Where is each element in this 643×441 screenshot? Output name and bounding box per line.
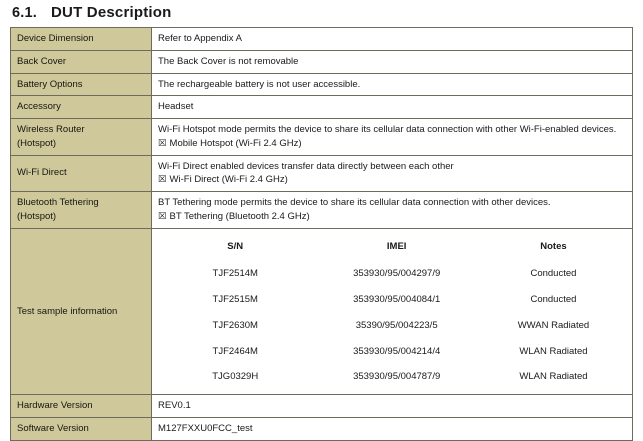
row-label: Wi-Fi Direct	[11, 155, 152, 192]
checkbox-line	[158, 173, 626, 187]
column-header-sn: S/N	[227, 240, 244, 252]
row-label: Software Version	[11, 418, 152, 441]
row-label-line2: (Hotspot)	[17, 210, 57, 222]
test-sample-header-row	[158, 233, 626, 262]
row-value-text: Wi-Fi Direct enabled devices transfer data directly between each other	[158, 160, 454, 172]
cell-imei: 353930/95/004787/9	[353, 371, 441, 383]
table-row	[158, 313, 626, 339]
row-label-line2: (Hotspot)	[17, 137, 57, 149]
checkbox-label: BT Tethering (Bluetooth 2.4 GHz)	[169, 210, 310, 222]
row-label: Device Dimension	[11, 28, 152, 51]
row-value-text: Wi-Fi Hotspot mode permits the device to share its cellular data connection with other Wi-Fi-enabled devices.	[158, 124, 617, 136]
row-label	[11, 119, 152, 156]
cell-notes: WLAN Radiated	[519, 371, 588, 383]
cell-imei: 353930/95/004214/4	[353, 345, 441, 357]
checked-box-icon: ☒	[158, 137, 167, 149]
test-sample-table	[158, 233, 626, 391]
table-row	[158, 364, 626, 390]
row-value: M127FXXU0FCC_test	[152, 418, 633, 441]
table-row	[11, 395, 633, 418]
cell-sn: TJF2515M	[212, 294, 258, 306]
cell-imei: 353930/95/004297/9	[353, 268, 441, 280]
row-label: Hardware Version	[11, 395, 152, 418]
row-label	[11, 192, 152, 229]
checked-box-icon: ☒	[158, 174, 167, 186]
table-row	[11, 119, 633, 156]
row-value	[152, 119, 633, 156]
row-label: Back Cover	[11, 50, 152, 73]
cell-imei: 35390/95/004223/5	[355, 319, 438, 331]
cell-notes: WWAN Radiated	[517, 319, 590, 331]
checkbox-line	[158, 137, 626, 151]
page-title: DUT Description	[51, 4, 172, 21]
dut-description-table	[10, 27, 633, 441]
cell-sn: TJF2464M	[212, 345, 258, 357]
table-row	[11, 73, 633, 96]
row-label: Battery Options	[11, 73, 152, 96]
cell-imei: 353930/95/004084/1	[353, 294, 441, 306]
table-row	[11, 96, 633, 119]
column-header-notes: Notes	[540, 240, 567, 252]
row-label-line1: Bluetooth Tethering	[17, 197, 99, 209]
table-row	[11, 155, 633, 192]
checkbox-line	[158, 210, 626, 224]
table-row	[158, 339, 626, 365]
table-row	[11, 28, 633, 51]
column-header-imei: IMEI	[386, 240, 407, 252]
row-value: Refer to Appendix A	[152, 28, 633, 51]
test-sample-label: Test sample information	[11, 228, 152, 395]
cell-notes: Conducted	[530, 268, 577, 280]
table-row	[158, 287, 626, 313]
cell-sn: TJF2514M	[212, 268, 258, 280]
row-value: The rechargeable battery is not user accessible.	[152, 73, 633, 96]
checkbox-label: Mobile Hotspot (Wi-Fi 2.4 GHz)	[169, 137, 302, 149]
cell-notes: Conducted	[530, 294, 577, 306]
section-heading	[10, 0, 633, 27]
row-value: REV0.1	[152, 395, 633, 418]
checked-box-icon: ☒	[158, 210, 167, 222]
table-row	[11, 418, 633, 441]
row-value: Headset	[152, 96, 633, 119]
table-row	[11, 50, 633, 73]
section-number: 6.1.	[12, 5, 37, 21]
row-label-line1: Wireless Router	[17, 124, 85, 136]
row-value	[152, 192, 633, 229]
table-row	[11, 192, 633, 229]
row-label: Accessory	[11, 96, 152, 119]
table-row	[158, 261, 626, 287]
cell-sn: TJG0329H	[212, 371, 259, 383]
row-value-text: BT Tethering mode permits the device to share its cellular data connection with other devices.	[158, 197, 551, 209]
test-sample-cell	[152, 228, 633, 395]
row-value: The Back Cover is not removable	[152, 50, 633, 73]
checkbox-label: Wi-Fi Direct (Wi-Fi 2.4 GHz)	[169, 174, 288, 186]
cell-sn: TJF2630M	[212, 319, 258, 331]
test-sample-row	[11, 228, 633, 395]
cell-notes: WLAN Radiated	[519, 345, 588, 357]
row-value	[152, 155, 633, 192]
